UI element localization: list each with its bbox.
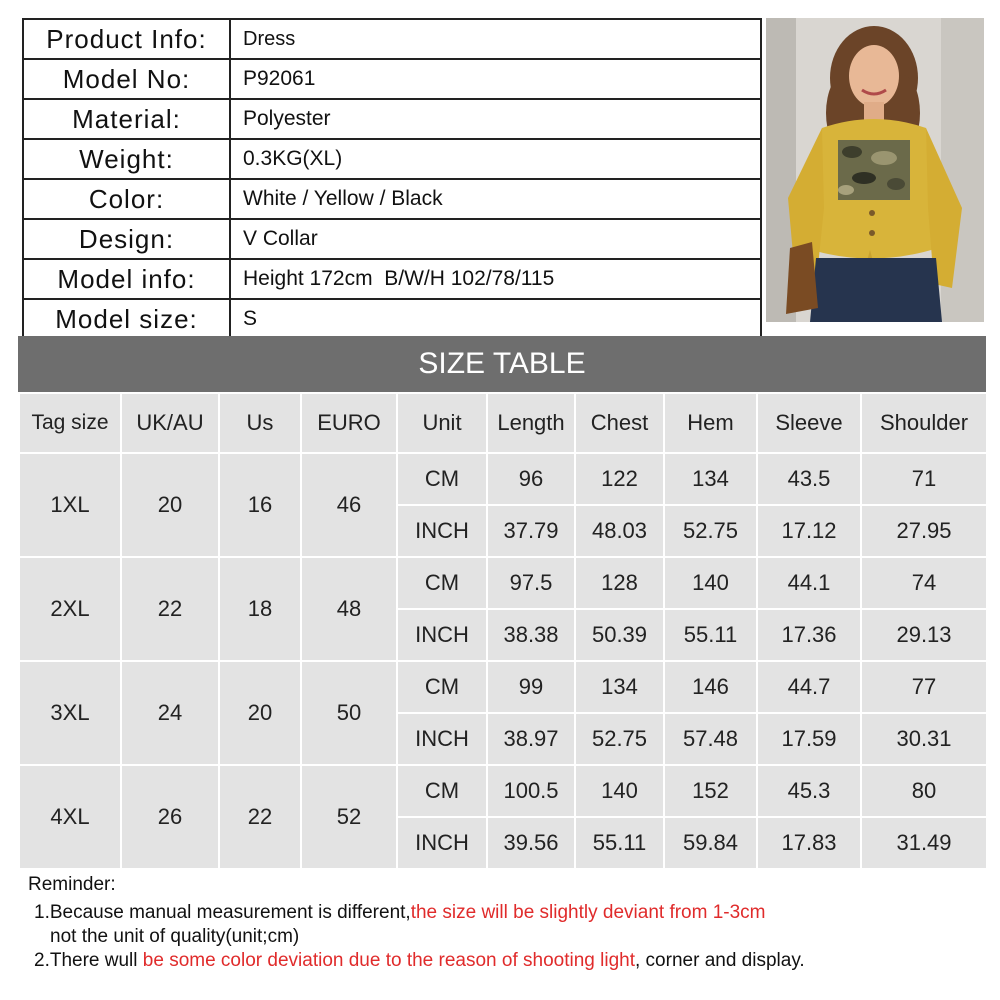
info-value: P92061 bbox=[230, 59, 761, 99]
info-value: Polyester bbox=[230, 99, 761, 139]
length-cell: 100.5 bbox=[487, 765, 575, 817]
shoulder-cell: 29.13 bbox=[861, 609, 987, 661]
column-header: Chest bbox=[575, 393, 664, 453]
sleeve-cell: 17.59 bbox=[757, 713, 861, 765]
reminder-line-1 bbox=[28, 900, 988, 925]
shoulder-cell: 80 bbox=[861, 765, 987, 817]
length-cell: 39.56 bbox=[487, 817, 575, 869]
euro-size-cell: 48 bbox=[301, 557, 397, 661]
reminder-text: 1.Because manual measurement is different, bbox=[34, 902, 411, 923]
column-header: Length bbox=[487, 393, 575, 453]
hem-cell: 55.11 bbox=[664, 609, 757, 661]
euro-size-cell: 50 bbox=[301, 661, 397, 765]
tag-size-cell: 2XL bbox=[19, 557, 121, 661]
hem-cell: 52.75 bbox=[664, 505, 757, 557]
info-label: Model No: bbox=[23, 59, 230, 99]
us-size-cell: 16 bbox=[219, 453, 301, 557]
length-cell: 38.38 bbox=[487, 609, 575, 661]
model-photo bbox=[766, 18, 984, 322]
reminder-line-2 bbox=[28, 948, 988, 973]
reminder-line-1-sub: not the unit of quality(unit;cm) bbox=[50, 926, 300, 947]
length-cell: 96 bbox=[487, 453, 575, 505]
sleeve-cell: 44.1 bbox=[757, 557, 861, 609]
shoulder-cell: 77 bbox=[861, 661, 987, 713]
info-label: Product Info: bbox=[23, 19, 230, 59]
uk-size-cell: 26 bbox=[121, 765, 219, 869]
length-cell: 97.5 bbox=[487, 557, 575, 609]
hem-cell: 59.84 bbox=[664, 817, 757, 869]
hem-cell: 152 bbox=[664, 765, 757, 817]
euro-size-cell: 46 bbox=[301, 453, 397, 557]
column-header: Unit bbox=[397, 393, 487, 453]
info-row-model-info bbox=[23, 259, 761, 299]
us-size-cell: 20 bbox=[219, 661, 301, 765]
info-label: Model info: bbox=[23, 259, 230, 299]
column-header: Tag size bbox=[19, 393, 121, 453]
reminder-highlight: be some color deviation due to the reason of shooting light bbox=[142, 950, 635, 971]
shoulder-cell: 30.31 bbox=[861, 713, 987, 765]
us-size-cell: 18 bbox=[219, 557, 301, 661]
size-table-title: SIZE TABLE bbox=[18, 336, 986, 392]
shoulder-cell: 74 bbox=[861, 557, 987, 609]
info-value: Dress bbox=[230, 19, 761, 59]
unit-cell: INCH bbox=[397, 817, 487, 869]
chest-cell: 128 bbox=[575, 557, 664, 609]
us-size-cell: 22 bbox=[219, 765, 301, 869]
table-row bbox=[19, 765, 987, 817]
uk-size-cell: 24 bbox=[121, 661, 219, 765]
column-header: Hem bbox=[664, 393, 757, 453]
model-illustration bbox=[766, 18, 984, 322]
info-row-weight bbox=[23, 139, 761, 179]
hem-cell: 57.48 bbox=[664, 713, 757, 765]
length-cell: 38.97 bbox=[487, 713, 575, 765]
product-info-table bbox=[22, 18, 762, 340]
chest-cell: 48.03 bbox=[575, 505, 664, 557]
unit-cell: INCH bbox=[397, 713, 487, 765]
info-row-material bbox=[23, 99, 761, 139]
euro-size-cell: 52 bbox=[301, 765, 397, 869]
chest-cell: 52.75 bbox=[575, 713, 664, 765]
hem-cell: 146 bbox=[664, 661, 757, 713]
shoulder-cell: 31.49 bbox=[861, 817, 987, 869]
chest-cell: 55.11 bbox=[575, 817, 664, 869]
hem-cell: 134 bbox=[664, 453, 757, 505]
column-header: Us bbox=[219, 393, 301, 453]
uk-size-cell: 22 bbox=[121, 557, 219, 661]
unit-cell: CM bbox=[397, 661, 487, 713]
column-header: Shoulder bbox=[861, 393, 987, 453]
length-cell: 37.79 bbox=[487, 505, 575, 557]
reminder-title: Reminder: bbox=[28, 874, 116, 895]
tag-size-cell: 3XL bbox=[19, 661, 121, 765]
chest-cell: 122 bbox=[575, 453, 664, 505]
sleeve-cell: 17.83 bbox=[757, 817, 861, 869]
reminder-text: , corner and display. bbox=[635, 950, 805, 971]
info-row-design bbox=[23, 219, 761, 259]
info-label: Material: bbox=[23, 99, 230, 139]
info-label: Color: bbox=[23, 179, 230, 219]
unit-cell: INCH bbox=[397, 609, 487, 661]
sleeve-cell: 43.5 bbox=[757, 453, 861, 505]
sleeve-cell: 45.3 bbox=[757, 765, 861, 817]
chest-cell: 134 bbox=[575, 661, 664, 713]
size-table-header-row bbox=[19, 393, 987, 453]
sleeve-cell: 44.7 bbox=[757, 661, 861, 713]
sleeve-cell: 17.36 bbox=[757, 609, 861, 661]
info-row-model-size bbox=[23, 299, 761, 339]
info-label: Weight: bbox=[23, 139, 230, 179]
info-value: 0.3KG(XL) bbox=[230, 139, 761, 179]
info-value: S bbox=[230, 299, 761, 339]
info-row-product bbox=[23, 19, 761, 59]
table-row bbox=[19, 453, 987, 505]
reminder-section bbox=[28, 874, 988, 973]
tag-size-cell: 1XL bbox=[19, 453, 121, 557]
size-table bbox=[18, 392, 988, 870]
info-value: V Collar bbox=[230, 219, 761, 259]
reminder-text: 2.There wull bbox=[34, 950, 143, 971]
length-cell: 99 bbox=[487, 661, 575, 713]
info-row-color bbox=[23, 179, 761, 219]
tag-size-cell: 4XL bbox=[19, 765, 121, 869]
chest-cell: 140 bbox=[575, 765, 664, 817]
info-row-model-no bbox=[23, 59, 761, 99]
sleeve-cell: 17.12 bbox=[757, 505, 861, 557]
unit-cell: CM bbox=[397, 557, 487, 609]
chest-cell: 50.39 bbox=[575, 609, 664, 661]
column-header: EURO bbox=[301, 393, 397, 453]
uk-size-cell: 20 bbox=[121, 453, 219, 557]
info-value: White / Yellow / Black bbox=[230, 179, 761, 219]
unit-cell: CM bbox=[397, 765, 487, 817]
unit-cell: INCH bbox=[397, 505, 487, 557]
unit-cell: CM bbox=[397, 453, 487, 505]
info-label: Design: bbox=[23, 219, 230, 259]
info-label: Model size: bbox=[23, 299, 230, 339]
hem-cell: 140 bbox=[664, 557, 757, 609]
info-value: Height 172cm B/W/H 102/78/115 bbox=[230, 259, 761, 299]
reminder-highlight: the size will be slightly deviant from 1-3cm bbox=[410, 902, 766, 923]
table-row bbox=[19, 661, 987, 713]
column-header: Sleeve bbox=[757, 393, 861, 453]
shoulder-cell: 71 bbox=[861, 453, 987, 505]
table-row bbox=[19, 557, 987, 609]
column-header: UK/AU bbox=[121, 393, 219, 453]
shoulder-cell: 27.95 bbox=[861, 505, 987, 557]
